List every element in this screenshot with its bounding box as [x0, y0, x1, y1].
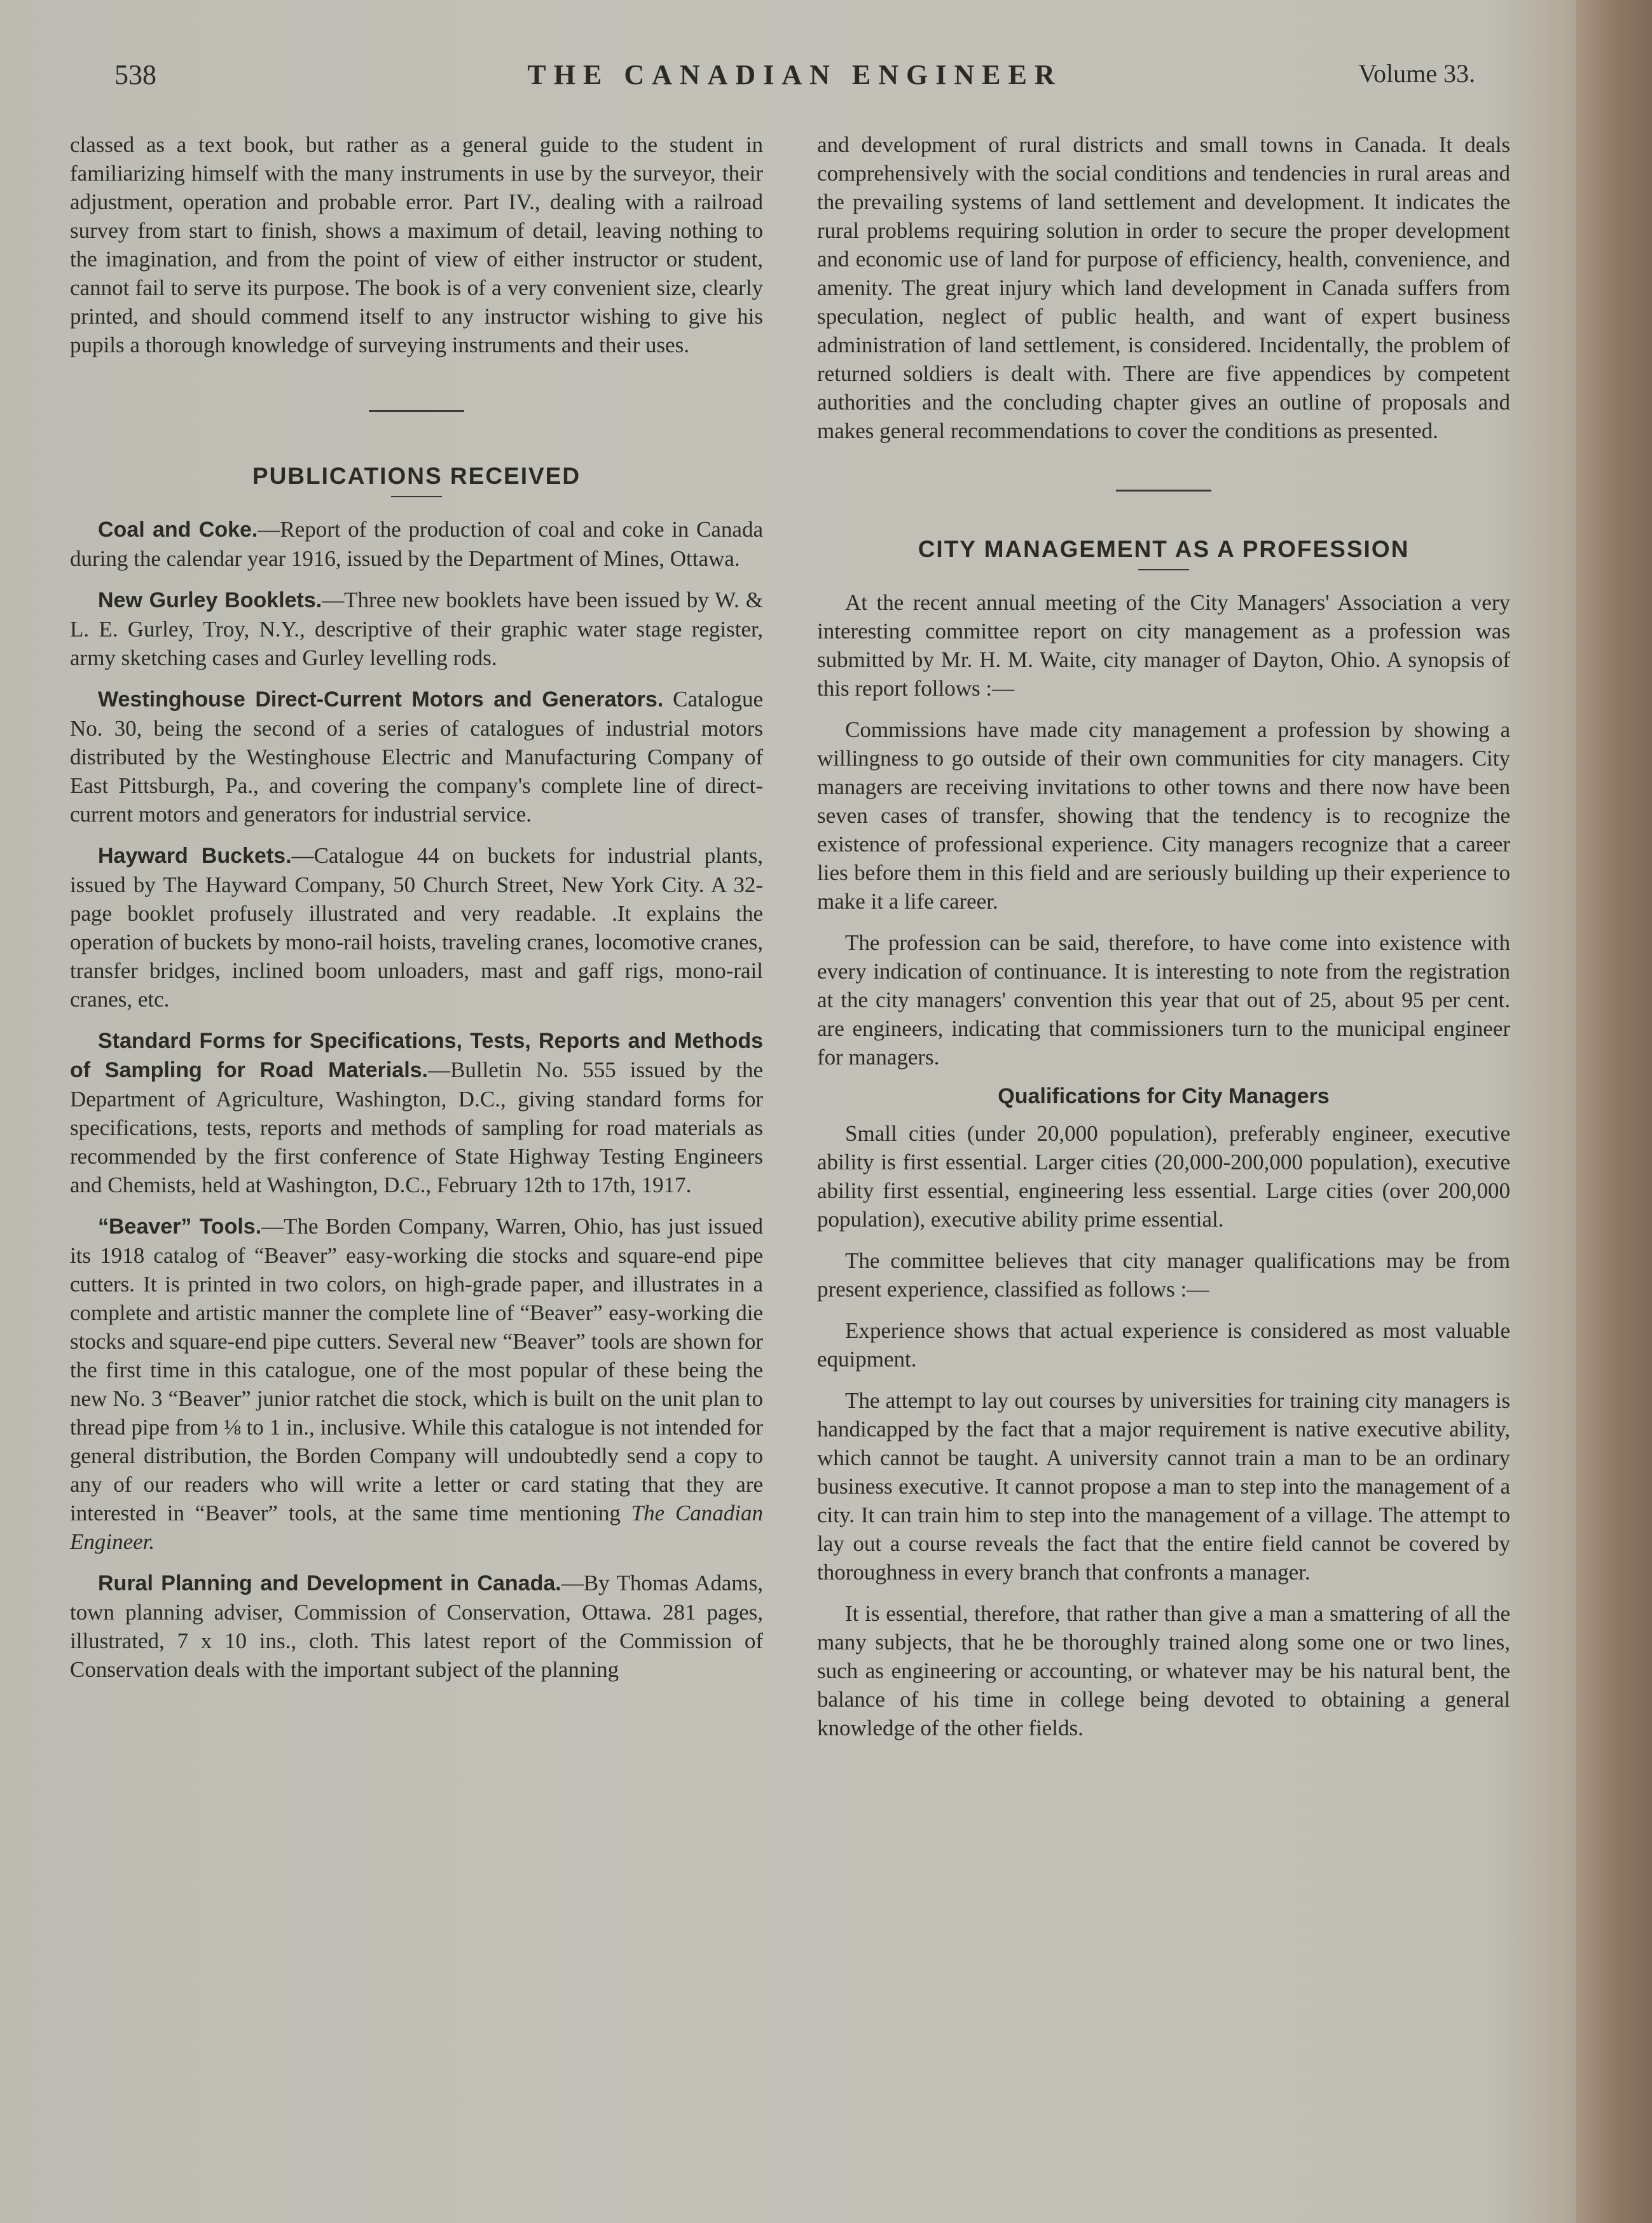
publication-title: Hayward Buckets. [98, 844, 292, 868]
publication-entry [70, 1026, 763, 1199]
heading-rule [1138, 569, 1189, 570]
publication-text: —Report of the production of coal and coke in Canada during the calendar year 1916, issued by the Department of Mines, Ottawa. [70, 517, 763, 571]
body-paragraph: It is essential, therefore, that rather than give a man a smattering of all the many subjects, that he be thoroughly trained along some one or two lines, such as engineering or accounting, or whatever may be his natural bent, the balance of his time in college being devoted to obtaining a general knowledge of the other fields. [817, 1601, 1510, 1740]
volume-number: Volume 33. [1358, 59, 1475, 88]
heading-rule [391, 496, 442, 497]
publication-entry [70, 586, 763, 672]
publication-title: Standard Forms for Specifications, Tests, Reports and Methods of Sampling for Road Materials. [70, 1029, 763, 1082]
body-paragraph: At the recent annual meeting of the City Managers' Association a very interesting committee report on city management as a profession was submitted by Mr. H. M. Waite, city manager of Dayton, Ohio. A synopsis of this report follows :— [817, 590, 1510, 701]
publication-title: Westinghouse Direct-Current Motors and Generators. [98, 687, 664, 712]
publication-italic-name: The Canadian Engineer. [70, 1501, 763, 1554]
journal-title: THE CANADIAN ENGINEER [527, 59, 1063, 90]
publication-entry [70, 1569, 763, 1684]
publication-entry [70, 841, 763, 1014]
publication-title: New Gurley Booklets. [98, 588, 322, 612]
publication-title: Coal and Coke. [98, 518, 258, 542]
publication-title: “Beaver” Tools. [98, 1215, 262, 1239]
publication-text: —Catalogue 44 on buckets for industrial plants, issued by The Hayward Company, 50 Church Street, New York City. A 32-page booklet profusely illustrated and very readable. .It explains the operation of buckets by mono-rail hoists, traveling cranes, locomotive cranes, transfer bridges, inclined boom unloaders, mast and gaff rigs, mono-rail cranes, etc. [70, 843, 763, 1012]
right-column [817, 130, 1510, 1755]
book-binding-edge [1576, 0, 1652, 2223]
body-paragraph: Experience shows that actual experience is considered as most valuable equipment. [817, 1318, 1510, 1372]
body-paragraph: Small cities (under 20,000 population), preferably engineer, executive ability is first essential. Larger cities (20,000-200,000 population), executive ability first essential, engineering less essential. Large cities (over 200,000 population), executive ability prime essential. [817, 1121, 1510, 1232]
qualifications-subheading: Qualifications for City Managers [998, 1084, 1330, 1108]
publication-text: —Bulletin No. 555 issued by the Department of Agriculture, Washington, D.C., giving standard forms for specifications, tests, reports and methods of sampling for road materials as recommended by the first conference of State Highway Testing Engineers and Chemists, held at Washington, D.C., February 12th to 17th, 1917. [70, 1057, 763, 1197]
continuation-paragraph: and development of rural districts and small towns in Canada. It deals comprehensively with the social conditions and tendencies in rural areas and the prevailing systems of land settlement and development. It indicates the rural problems requiring solution in order to secure the proper development and economic use of land for purpose of efficiency, health, convenience, and amenity. The great injury which land development in Canada suffers from speculation, neglect of public health, and want of expert business administration of land settlement, is considered. Incidentally, the problem of returned soldiers is dealt with. There are five appendices by competent authorities and the concluding chapter gives an outline of proposals and makes general recommendations to cover the conditions as presented. [817, 132, 1510, 443]
body-paragraph: The profession can be said, therefore, to have come into existence with every indication of continuance. It is interesting to note from the registration at the city managers' convention this year that out of 25, about 95 per cent. are engineers, indicating that commissioners turn to the municipal engineer for managers. [817, 930, 1510, 1070]
publication-text: Catalogue No. 30, being the second of a series of catalogues of industrial motors distributed by the Westinghouse Electric and Manufacturing Company of East Pittsburgh, Pa., and covering the company's complete line of direct-current motors and generators for industrial service. [70, 687, 763, 827]
body-paragraph: Commissions have made city management a profession by showing a willingness to go outside of their own communities for city managers. City managers are receiving invitations to other towns and there now have been seven cases of transfer, showing that the tendency is to recognize the existence of professional experience. City managers recognize that a career lies before them in this field and are seriously building up their experience to make it a life career. [817, 717, 1510, 914]
publications-heading: PUBLICATIONS RECEIVED [252, 463, 581, 489]
publication-entry [70, 1212, 763, 1556]
running-header [114, 55, 1475, 99]
page-number: 538 [114, 59, 156, 90]
body-paragraph: The committee believes that city manager qualifications may be from present experience, classified as follows :— [817, 1248, 1510, 1302]
publication-text: —Three new booklets have been issued by W. & L. E. Gurley, Troy, N.Y., descriptive of their graphic water stage register, army sketching cases and Gurley levelling rods. [70, 588, 763, 670]
publication-entry [70, 515, 763, 573]
publication-entry [70, 685, 763, 829]
intro-paragraph: classed as a text book, but rather as a general guide to the student in familiarizing himself with the many instruments in use by the surveyor, their adjustment, operation and probable error. Part IV., dealing with a railroad survey from start to finish, shows a maximum of detail, leaving nothing to the imagination, and from the point of view of either instructor or student, cannot fail to serve its purpose. The book is of a very convenient size, clearly printed, and should commend itself to any instructor wishing to give his pupils a thorough knowledge of surveying instruments and their uses. [70, 132, 763, 357]
publication-text: —By Thomas Adams, town planning adviser, Commission of Conservation, Ottawa. 281 pages, illustrated, 7 x 10 ins., cloth. This latest report of the Commission of Conservation deals with the important subject of the planning [70, 1571, 763, 1682]
body-paragraph: The attempt to lay out courses by universities for training city managers is handicapped by the fact that a major requirement is native executive ability, which cannot be taught. A university cannot train a man to be an ordinary business executive. It cannot propose a man to step into the management of a city. It can train him to step into the management of a village. The attempt to lay out a course reveals the fact that the entire field cannot be covered by thoroughness in every branch that confronts a manager. [817, 1388, 1510, 1585]
publication-title: Rural Planning and Development in Canada. [98, 1571, 561, 1595]
publication-text: —The Borden Company, Warren, Ohio, has just issued its 1918 catalog of “Beaver” easy-working die stocks and square-end pipe cutters. It is printed in two colors, on high-grade paper, and illustrates in a complete and artistic manner the complete line of “Beaver” easy-working die stocks and square-end pipe cutters. Several new “Beaver” tools are shown for the first time in this catalogue, one of the most popular of these being the new No. 3 “Beaver” junior ratchet die stock, which is built on the unit plan to thread pipe from ⅛ to 1 in., inclusive. While this catalogue is not intended for general distribution, the Borden Company will undoubtedly send a copy to any of our readers who will write a letter or card stating that they are interested in “Beaver” tools, at the same time mentioning [70, 1214, 764, 1525]
city-management-heading: CITY MANAGEMENT AS A PROFESSION [918, 536, 1410, 562]
left-column [70, 130, 763, 1697]
